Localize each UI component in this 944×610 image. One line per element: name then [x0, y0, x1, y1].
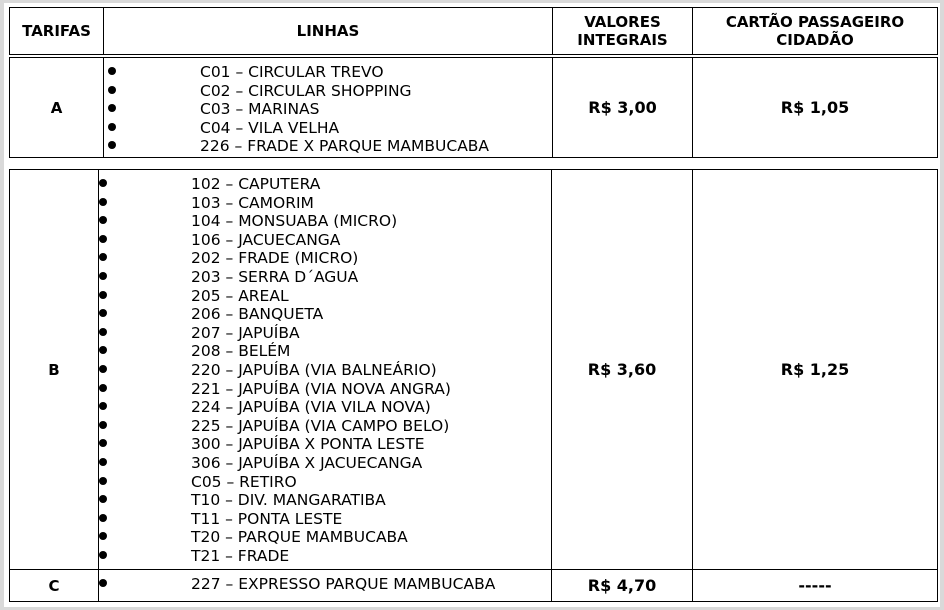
linha-item: 106 – JACUECANGA [99, 231, 551, 250]
linha-item: 306 – JAPUÍBA X JACUECANGA [99, 454, 551, 473]
linha-item: 202 – FRADE (MICRO) [99, 249, 551, 268]
linha-item: C02 – CIRCULAR SHOPPING [108, 82, 552, 101]
linha-item: 205 – AREAL [99, 287, 551, 306]
linha-item: C01 – CIRCULAR TREVO [108, 63, 552, 82]
linha-item: C04 – VILA VELHA [108, 119, 552, 138]
linha-item: 203 – SERRA D´AGUA [99, 268, 551, 287]
linha-item: T11 – PONTA LESTE [99, 510, 551, 529]
header-cartao-line2: CIDADÃO [776, 31, 854, 49]
linha-item: C05 – RETIRO [99, 473, 551, 492]
header-cartao-line1: CARTÃO PASSAGEIRO [725, 13, 905, 31]
table-tarifa-b-c [9, 169, 938, 602]
linhas-cell [99, 570, 552, 602]
linha-item: 102 – CAPUTERA [99, 175, 551, 194]
valor-cartao: R$ 1,05 [693, 58, 938, 158]
linhas-list [104, 58, 552, 156]
header-valores-line1: VALORES [584, 13, 661, 31]
linhas-list [99, 170, 551, 565]
linha-item: 104 – MONSUABA (MICRO) [99, 212, 551, 231]
linhas-list [99, 570, 551, 594]
linha-item: 208 – BELÉM [99, 342, 551, 361]
header-valores-integrais [553, 8, 693, 55]
valor-integral: R$ 3,00 [553, 58, 693, 158]
header-linhas: LINHAS [104, 8, 553, 55]
linha-item: T21 – FRADE [99, 547, 551, 566]
table-tarifa-a [9, 57, 938, 158]
linha-item: 226 – FRADE X PARQUE MAMBUCABA [108, 137, 552, 156]
linha-item: 206 – BANQUETA [99, 305, 551, 324]
valor-integral: R$ 4,70 [552, 570, 693, 602]
tarifa-code: B [10, 170, 99, 570]
linhas-cell [104, 58, 553, 158]
linha-item: 227 – EXPRESSO PARQUE MAMBUCABA [99, 575, 551, 594]
linha-item: 300 – JAPUÍBA X PONTA LESTE [99, 435, 551, 454]
valor-cartao: R$ 1,25 [693, 170, 938, 570]
linha-item: 103 – CAMORIM [99, 194, 551, 213]
tarifa-code: A [10, 58, 104, 158]
linha-item: 207 – JAPUÍBA [99, 324, 551, 343]
header-valores-line2: INTEGRAIS [577, 31, 668, 49]
tarifa-code: C [10, 570, 99, 602]
header-tarifas: TARIFAS [10, 8, 104, 55]
linha-item: 221 – JAPUÍBA (VIA NOVA ANGRA) [99, 380, 551, 399]
header-cartao-passageiro [693, 8, 938, 55]
linha-item: 220 – JAPUÍBA (VIA BALNEÁRIO) [99, 361, 551, 380]
linha-item: T20 – PARQUE MAMBUCABA [99, 528, 551, 547]
linha-item: 224 – JAPUÍBA (VIA VILA NOVA) [99, 398, 551, 417]
linhas-cell [99, 170, 552, 570]
valor-cartao: ----- [693, 570, 938, 602]
linha-item: C03 – MARINAS [108, 100, 552, 119]
tariff-document [4, 3, 940, 607]
valor-integral: R$ 3,60 [552, 170, 693, 570]
linha-item: T10 – DIV. MANGARATIBA [99, 491, 551, 510]
table-header [9, 7, 938, 55]
linha-item: 225 – JAPUÍBA (VIA CAMPO BELO) [99, 417, 551, 436]
